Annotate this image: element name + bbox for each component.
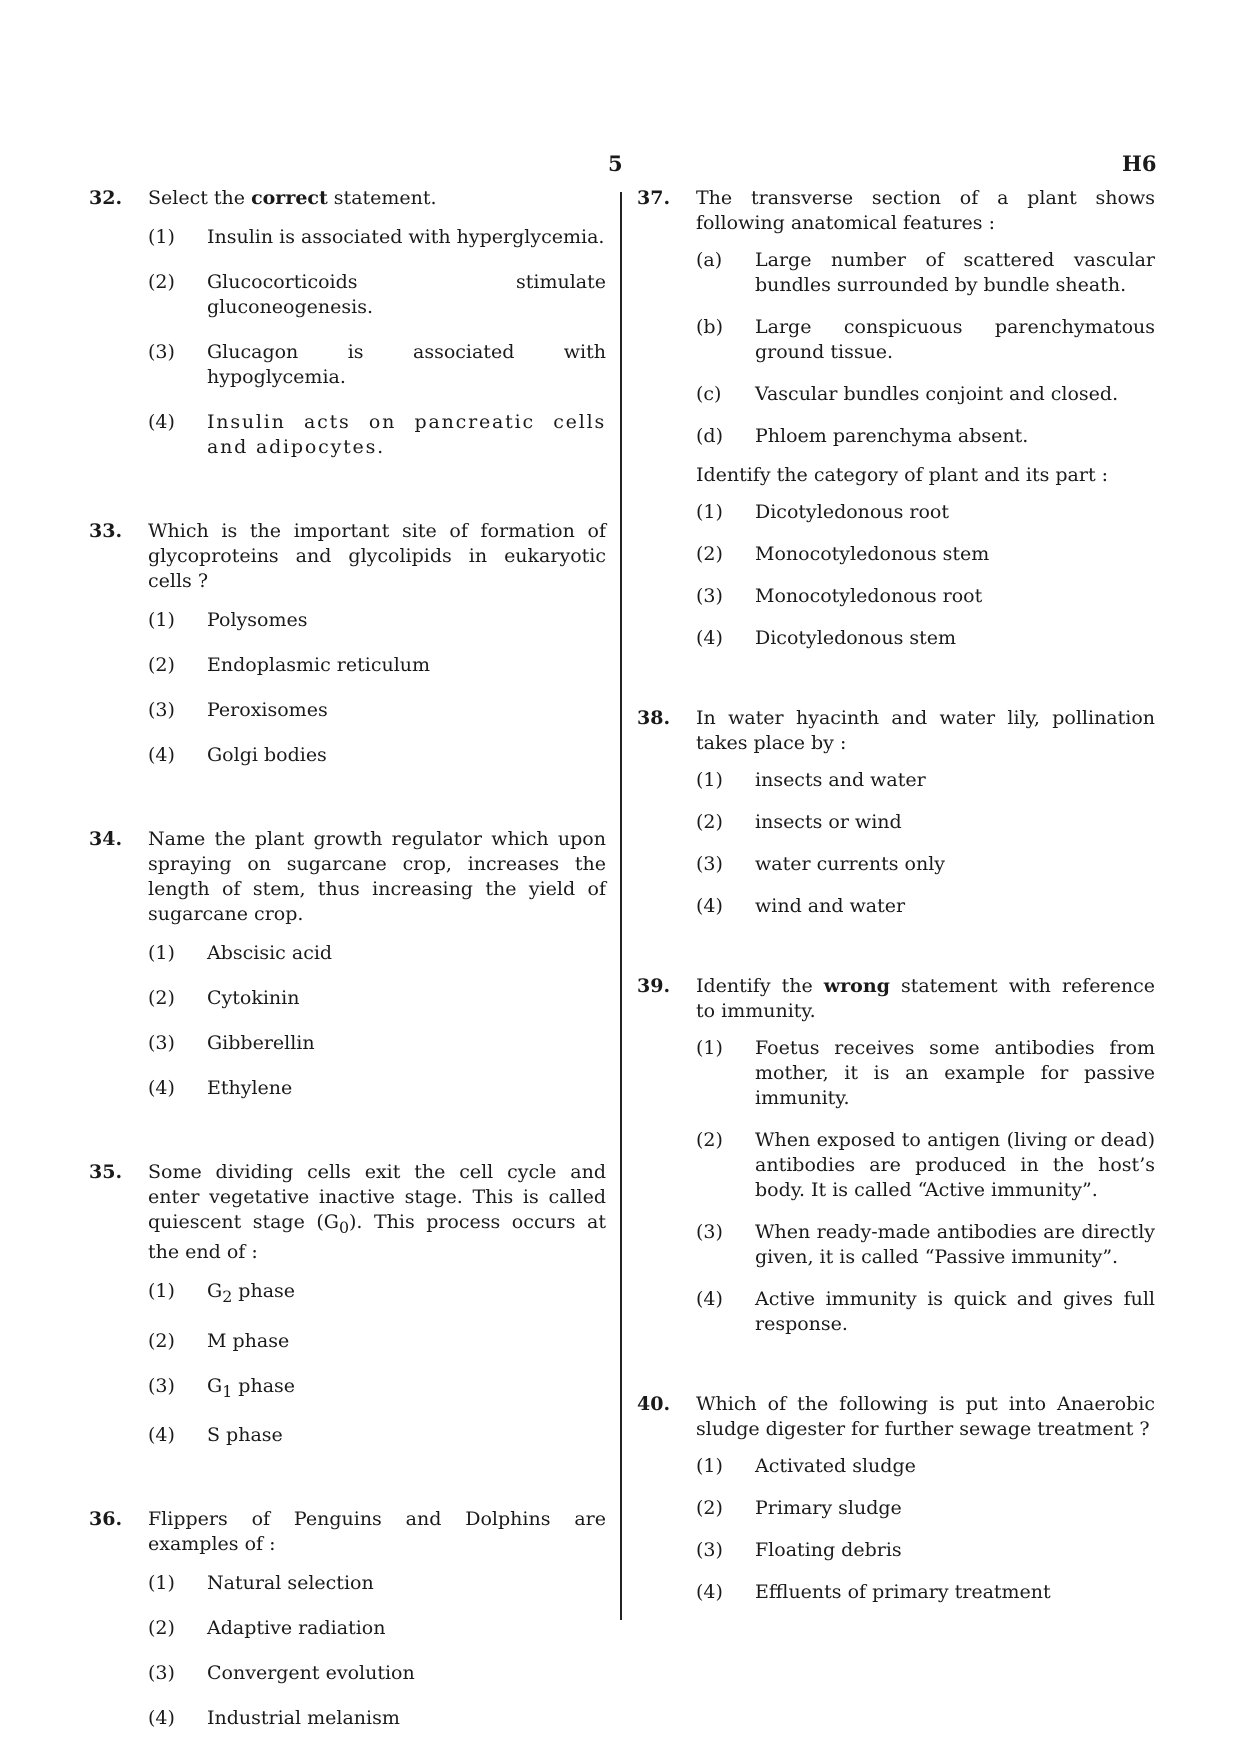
left-column [89, 186, 606, 1731]
option[interactable] [696, 1220, 1155, 1270]
option[interactable] [148, 1706, 606, 1731]
option-label: (3) [148, 699, 175, 721]
option-text: M phase [207, 1329, 290, 1352]
option[interactable] [696, 1287, 1155, 1337]
question-39 [637, 974, 1155, 1337]
option[interactable] [148, 1031, 606, 1056]
question-number: 37. [637, 187, 671, 209]
option[interactable] [148, 1279, 606, 1309]
option-text: Golgi bodies [207, 744, 327, 766]
option-text: Abscisic acid [207, 942, 333, 964]
question-text: Which is the important site of formation of glycoproteins and glycolipids in eukaryotic cells ? [148, 520, 606, 592]
option[interactable] [696, 1538, 1155, 1563]
feature-label: (c) [696, 383, 722, 405]
question-text: Some dividing cells exit the cell cycle and enter vegetative inactive stage. This is called quiescent stage $(G_0)$. This process occurs at the end of : [148, 1161, 606, 1263]
question-40 [637, 1392, 1155, 1605]
option-label: (2) [148, 1617, 175, 1640]
question-36 [89, 1507, 606, 1731]
option-text: Cytokinin [207, 987, 300, 1009]
option-label: (1) [148, 1279, 175, 1302]
question-number: 36. [89, 1508, 123, 1531]
question-32 [89, 186, 606, 460]
question-text: In water hyacinth and water lily, pollination takes place by : [696, 707, 1155, 754]
options-list [148, 225, 606, 460]
feature-text: Vascular bundles conjoint and closed. [755, 383, 1119, 405]
subscript: 0 [338, 1217, 350, 1237]
feature-label: (b) [696, 316, 723, 338]
option[interactable] [148, 1571, 606, 1596]
option-text: Adaptive radiation [207, 1617, 386, 1640]
option-label: (4) [696, 627, 723, 649]
option[interactable] [148, 1374, 606, 1404]
question-number: 32. [89, 187, 123, 209]
option-label: (3) [696, 853, 723, 875]
option[interactable] [148, 941, 606, 966]
option[interactable] [148, 340, 606, 390]
option-text: Activated sludge [755, 1455, 916, 1477]
option-label: (4) [148, 1077, 175, 1099]
option-label: (4) [148, 411, 175, 433]
option-label: (3) [148, 1032, 175, 1054]
options-list [696, 500, 1155, 651]
option-label: (1) [696, 1037, 723, 1059]
option[interactable] [696, 1036, 1155, 1111]
option-text: $G_2$ phase [207, 1279, 296, 1306]
question-37 [637, 186, 1155, 651]
option-text: Insulin acts on pancreatic cells and adipocytes. [207, 411, 606, 458]
option[interactable] [148, 270, 606, 320]
option[interactable] [148, 698, 606, 723]
option[interactable] [696, 500, 1155, 525]
option-text: When ready-made antibodies are directly given, it is called “Passive immunity”. [755, 1221, 1155, 1268]
question-text: Identify the wrong statement with reference to immunity. [696, 975, 1155, 1022]
question-text: The transverse section of a plant shows following anatomical features : [696, 187, 1155, 234]
option-label: (3) [148, 341, 175, 363]
set-code: H6 [1122, 151, 1157, 176]
option-text: Ethylene [207, 1077, 293, 1099]
question-number: 35. [89, 1161, 123, 1183]
option-label: (2) [148, 987, 175, 1009]
option[interactable] [696, 542, 1155, 567]
option-text: When exposed to antigen (living or dead) antibodies are produced in the host’s body. It is called “Active immunity”. [755, 1129, 1155, 1201]
option-label: (1) [696, 501, 723, 523]
question-33 [89, 519, 606, 768]
question-number: 40. [637, 1393, 671, 1415]
question-number: 33. [89, 520, 123, 542]
option[interactable] [148, 1076, 606, 1101]
option-text: Floating debris [755, 1539, 902, 1561]
option-label: (4) [696, 1581, 723, 1603]
option-text: $G_1$ phase [207, 1374, 296, 1401]
option-label: (2) [696, 543, 723, 565]
option-text: Gibberellin [207, 1032, 315, 1054]
option-label: (4) [148, 1707, 175, 1730]
options-list [148, 1279, 606, 1449]
feature-item [696, 248, 1155, 298]
option[interactable] [696, 852, 1155, 877]
option-text: insects and water [755, 769, 926, 791]
option-text: S phase [207, 1424, 283, 1447]
option[interactable] [696, 894, 1155, 919]
option-label: (1) [148, 1572, 175, 1595]
option-text: insects or wind [755, 811, 902, 833]
option-text: Dicotyledonous stem [755, 627, 957, 649]
option-label: (1) [148, 942, 175, 964]
option[interactable] [696, 768, 1155, 793]
option[interactable] [696, 584, 1155, 609]
option-text: Natural selection [207, 1572, 374, 1595]
features-list [696, 248, 1155, 449]
feature-text: Large number of scattered vascular bundles surrounded by bundle sheath. [755, 249, 1155, 296]
right-column [637, 186, 1155, 1605]
feature-label: (a) [696, 249, 723, 271]
option-text: Peroxisomes [207, 699, 328, 721]
question-35 [89, 1160, 606, 1448]
options-list [148, 608, 606, 768]
feature-text: Phloem parenchyma absent. [755, 425, 1029, 447]
option-text: Effluents of primary treatment [755, 1581, 1051, 1603]
question-text: Which of the following is put into Anaerobic sludge digester for further sewage treatment ? [696, 1393, 1155, 1440]
question-text: Name the plant growth regulator which upon spraying on sugarcane crop, increases the length of stem, thus increasing the yield of sugarcane crop. [148, 828, 606, 925]
option[interactable] [148, 1423, 606, 1448]
feature-label: (d) [696, 425, 723, 447]
question-38 [637, 706, 1155, 919]
option-label: (2) [696, 1129, 723, 1151]
option-text: Monocotyledonous stem [755, 543, 990, 565]
option-text: Glucocorticoids stimulate gluconeogenesis. [207, 271, 606, 318]
option-label: (1) [696, 769, 723, 791]
option-label: (3) [696, 585, 723, 607]
option-label: (1) [696, 1455, 723, 1477]
option-label: (2) [148, 271, 175, 293]
option-text: wind and water [755, 895, 906, 917]
option[interactable] [148, 1661, 606, 1686]
option-label: (4) [696, 895, 723, 917]
option-label: (3) [696, 1221, 723, 1243]
option-label: (3) [148, 1374, 175, 1397]
option-text: Endoplasmic reticulum [207, 654, 431, 676]
option-text: Primary sludge [755, 1497, 902, 1519]
option[interactable] [148, 653, 606, 678]
option[interactable] [148, 225, 606, 250]
option[interactable] [148, 608, 606, 633]
option[interactable] [696, 1496, 1155, 1521]
option-text: Monocotyledonous root [755, 585, 983, 607]
option[interactable] [696, 810, 1155, 835]
option-text: water currents only [755, 853, 946, 875]
question-text: Flippers of Penguins and Dolphins are examples of : [148, 1508, 606, 1556]
option-text: Active immunity is quick and gives full response. [755, 1288, 1155, 1335]
option-label: (1) [148, 609, 175, 631]
option[interactable] [696, 1128, 1155, 1203]
option-label: (2) [148, 1329, 175, 1352]
option-text: Polysomes [207, 609, 308, 631]
option-label: (4) [148, 744, 175, 766]
question-number: 34. [89, 828, 123, 850]
options-list [148, 1571, 606, 1731]
option[interactable] [148, 1616, 606, 1641]
emphasis-word: wrong [823, 975, 890, 997]
question-text: Select the correct statement. [148, 187, 437, 209]
option[interactable] [696, 1580, 1155, 1605]
option[interactable] [148, 743, 606, 768]
column-divider [620, 192, 622, 1620]
option[interactable] [148, 1329, 606, 1354]
option[interactable] [696, 1454, 1155, 1479]
feature-item [696, 382, 1155, 407]
option-label: (4) [696, 1288, 723, 1310]
question-number: 38. [637, 707, 671, 729]
option-label: (4) [148, 1424, 175, 1447]
feature-item [696, 315, 1155, 365]
feature-text: Large conspicuous parenchymatous ground tissue. [755, 316, 1155, 363]
option[interactable] [696, 626, 1155, 651]
option-text: Convergent evolution [207, 1662, 415, 1685]
option[interactable] [148, 410, 606, 460]
emphasis-word: correct [251, 187, 328, 209]
options-list [148, 941, 606, 1101]
option-label: (3) [696, 1539, 723, 1561]
question-number: 39. [637, 975, 671, 997]
option-label: (2) [148, 654, 175, 676]
feature-item [696, 424, 1155, 449]
question-instruction: Identify the category of plant and its part : [696, 464, 1109, 486]
option-label: (1) [148, 226, 175, 248]
option-label: (2) [696, 811, 723, 833]
option-text: Foetus receives some antibodies from mother, it is an example for passive immunity. [755, 1037, 1155, 1109]
option-label: (2) [696, 1497, 723, 1519]
option-text: Glucagon is associated with hypoglycemia. [207, 341, 606, 388]
option-text: Industrial melanism [207, 1707, 400, 1730]
option[interactable] [148, 986, 606, 1011]
question-34 [89, 827, 606, 1101]
option-label: (3) [148, 1662, 175, 1685]
page-number: 5 [608, 151, 623, 176]
option-text: Dicotyledonous root [755, 501, 949, 523]
options-list [696, 1454, 1155, 1605]
option-text: Insulin is associated with hyperglycemia. [207, 226, 605, 248]
options-list [696, 768, 1155, 919]
options-list [696, 1036, 1155, 1337]
